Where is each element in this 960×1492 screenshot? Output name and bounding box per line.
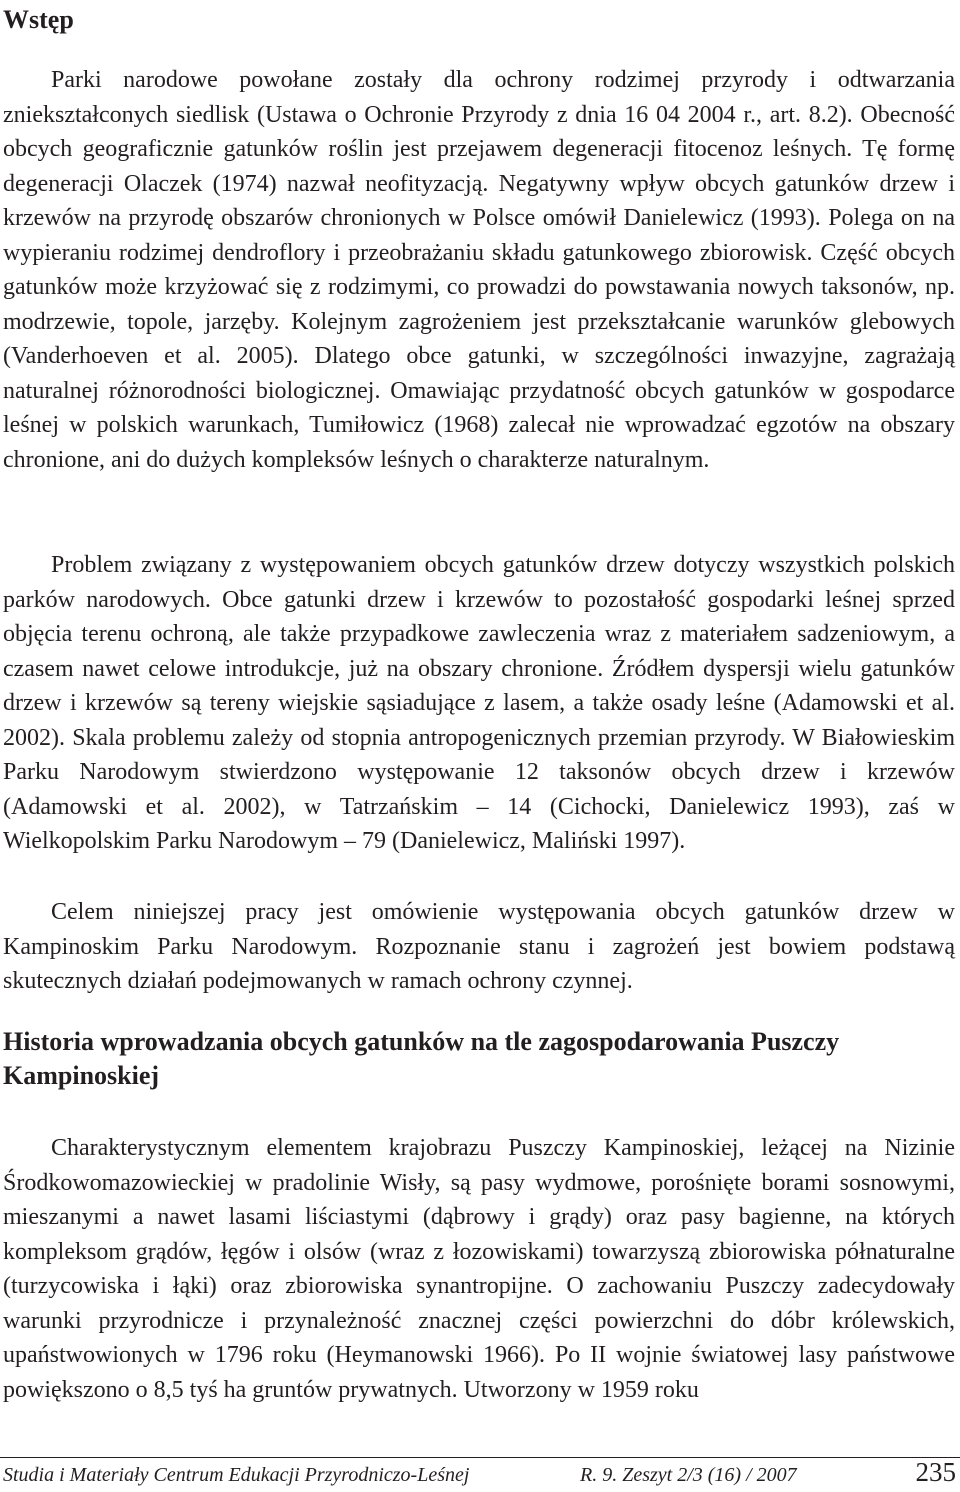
section-heading-wstep: Wstęp [3, 5, 74, 34]
footer-journal-name: Studia i Materiały Centrum Edukacji Przyrodniczo-Leśnej [3, 1464, 470, 1486]
footer-divider [0, 1457, 960, 1458]
paragraph: Problem związany z występowaniem obcych gatunków drzew dotyczy wszystkich polskich parków narodowych. Obce gatunki drzew i krzewów to pozostałość gospodarki leśnej sprzed objęcia terenu ochroną, ale także przypadkowe zawleczenia wraz z materiałem sadzeniowym, a czasem nawet celowe introdukcje, już na obszary chronione. Źródłem dyspersji wielu gatunków drzew i krzewów są tereny wiejskie sąsiadujące z lasem, a także osady leśne (Adamowski et al. 2002). Skala problemu zależy od stopnia antropogenicznych przemian przyrody. W Białowieskim Parku Narodowym stwierdzono występowanie 12 taksonów obcych drzew i krzewów (Adamowski et al. 2002), w Tatrzańskim – 14 (Cichocki, Danielewicz 1993), zaś w Wielkopolskim Parku Narodowym – 79 (Danielewicz, Maliński 1997). [3, 552, 955, 854]
paragraph: Charakterystycznym elementem krajobrazu Puszczy Kampinoskiej, leżącej na Nizinie Środkowomazowieckiej w pradolinie Wisły, są pasy wydmowe, porośnięte borami sosnowymi, mieszanymi a nawet lasami liściastymi (dąbrowy i grądy) oraz pasy bagienne, na których kompleksom grądów, łęgów i olsów (wraz z łozowiskami) towarzyszą zbiorowiska półnaturalne (turzycowiska i łąki) oraz zbiorowiska synantropijne. O zachowaniu Puszczy zadecydowały warunki przyrodnicze i przynależność znacznej części powierzchni do dóbr królewskich, upaństwowionych w 1796 roku (Heymanowski 1966). Po II wojnie światowej lasy państwowe powiększono o 8,5 tyś ha gruntów prywatnych. Utworzony w 1959 roku [3, 1135, 955, 1403]
footer-issue: R. 9. Zeszyt 2/3 (16) / 2007 [580, 1464, 797, 1486]
section-heading-historia: Historia wprowadzania obcych gatunków na tle zagospodarowania Puszczy Kampinoskiej [3, 1027, 840, 1090]
paragraph: Celem niniejszej pracy jest omówienie występowania obcych gatunków drzew w Kampinoskim Parku Narodowym. Rozpoznanie stanu i zagrożeń jest bowiem podstawą skutecznych działań podejmowanych w ramach ochrony czynnej. [3, 899, 955, 994]
paragraph: Parki narodowe powołane zostały dla ochrony rodzimej przyrody i odtwarzania zniekształconych siedlisk (Ustawa o Ochronie Przyrody z dnia 16 04 2004 r., art. 8.2). Obecność obcych geograficznie gatunków roślin jest przejawem degeneracji fitocenoz leśnych. Tę formę degeneracji Olaczek (1974) nazwał neofityzacją. Negatywny wpływ obcych gatunków drzew i krzewów na przyrodę obszarów chronionych w Polsce omówił Danielewicz (1993). Polega on na wypieraniu rodzimej dendroflory i przeobrażaniu składu gatunkowego zbiorowisk. Część obcych gatunków może krzyżować się z rodzimymi, co prowadzi do powstawania nowych taksonów, np. modrzewie, topole, jarzęby. Kolejnym zagrożeniem jest przekształcanie warunków glebowych (Vanderhoeven et al. 2005). Dlatego obce gatunki, w szczególności inwazyjne, zagrażają naturalnej różnorodności biologicznej. Omawiając przydatność obcych gatunków w gospodarce leśnej w polskich warunkach, Tumiłowicz (1968) zalecał nie wprowadzać egzotów na obszary chronione, ani do dużych kompleksów leśnych o charakterze naturalnym. [3, 67, 955, 473]
page-number: 235 [915, 1457, 956, 1487]
